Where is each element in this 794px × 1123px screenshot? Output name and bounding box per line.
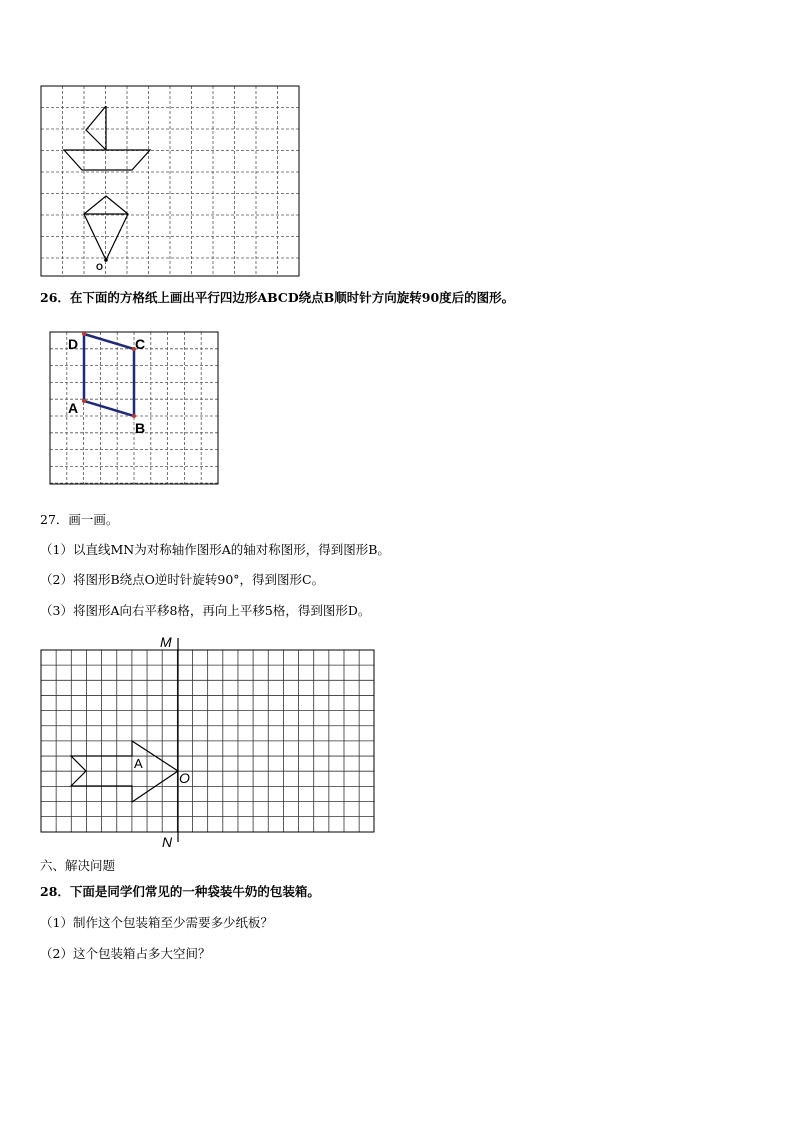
shape-a-label: A xyxy=(134,756,143,771)
vertex-a-dot xyxy=(82,399,86,403)
point-o-label: O xyxy=(179,770,190,786)
symmetry-grid-figure xyxy=(38,630,378,852)
solid-grid xyxy=(41,650,374,832)
sail-shape xyxy=(86,106,106,150)
question-27-item-1: （1）以直线MN为对称轴作图形A的轴对称图形，得到图形B。 xyxy=(40,542,390,557)
label-a: A xyxy=(68,400,79,416)
label-d: D xyxy=(68,336,79,352)
point-o-label: O xyxy=(96,262,104,272)
boat-kite-grid-figure xyxy=(40,84,304,284)
kite-shape xyxy=(84,196,128,260)
vertex-d-dot xyxy=(82,332,86,336)
question-28-item-1: （1）制作这个包装箱至少需要多少纸板？ xyxy=(40,915,273,930)
boat-hull-shape xyxy=(64,150,150,170)
label-c: C xyxy=(135,336,146,352)
question-27-item-2: （2）将图形B绕点O逆时针旋转90°，得到图形C。 xyxy=(40,572,325,587)
question-28-item-2: （2）这个包装箱占多大空间？ xyxy=(40,946,211,961)
axis-label-n: N xyxy=(162,834,173,850)
parallelogram-grid-figure xyxy=(48,330,220,488)
label-b: B xyxy=(135,420,146,436)
axis-label-m: M xyxy=(160,634,172,650)
dashed-grid xyxy=(41,86,299,276)
question-27-title: 27．画一画。 xyxy=(40,512,119,527)
question-27-item-3: （3）将图形A向右平移8格，再向上平移5格，得到图形D。 xyxy=(40,603,371,618)
parallelogram-abcd xyxy=(84,334,134,416)
point-o-dot xyxy=(104,258,108,262)
vertex-b-dot xyxy=(132,414,136,418)
question-26-text: 26．在下面的方格纸上画出平行四边形ABCD绕点B顺时针方向旋转90度后的图形。 xyxy=(40,290,515,305)
question-28-title: 28．下面是同学们常见的一种袋装牛奶的包装箱。 xyxy=(40,884,320,899)
section-6-title: 六、解决问题 xyxy=(40,858,116,873)
